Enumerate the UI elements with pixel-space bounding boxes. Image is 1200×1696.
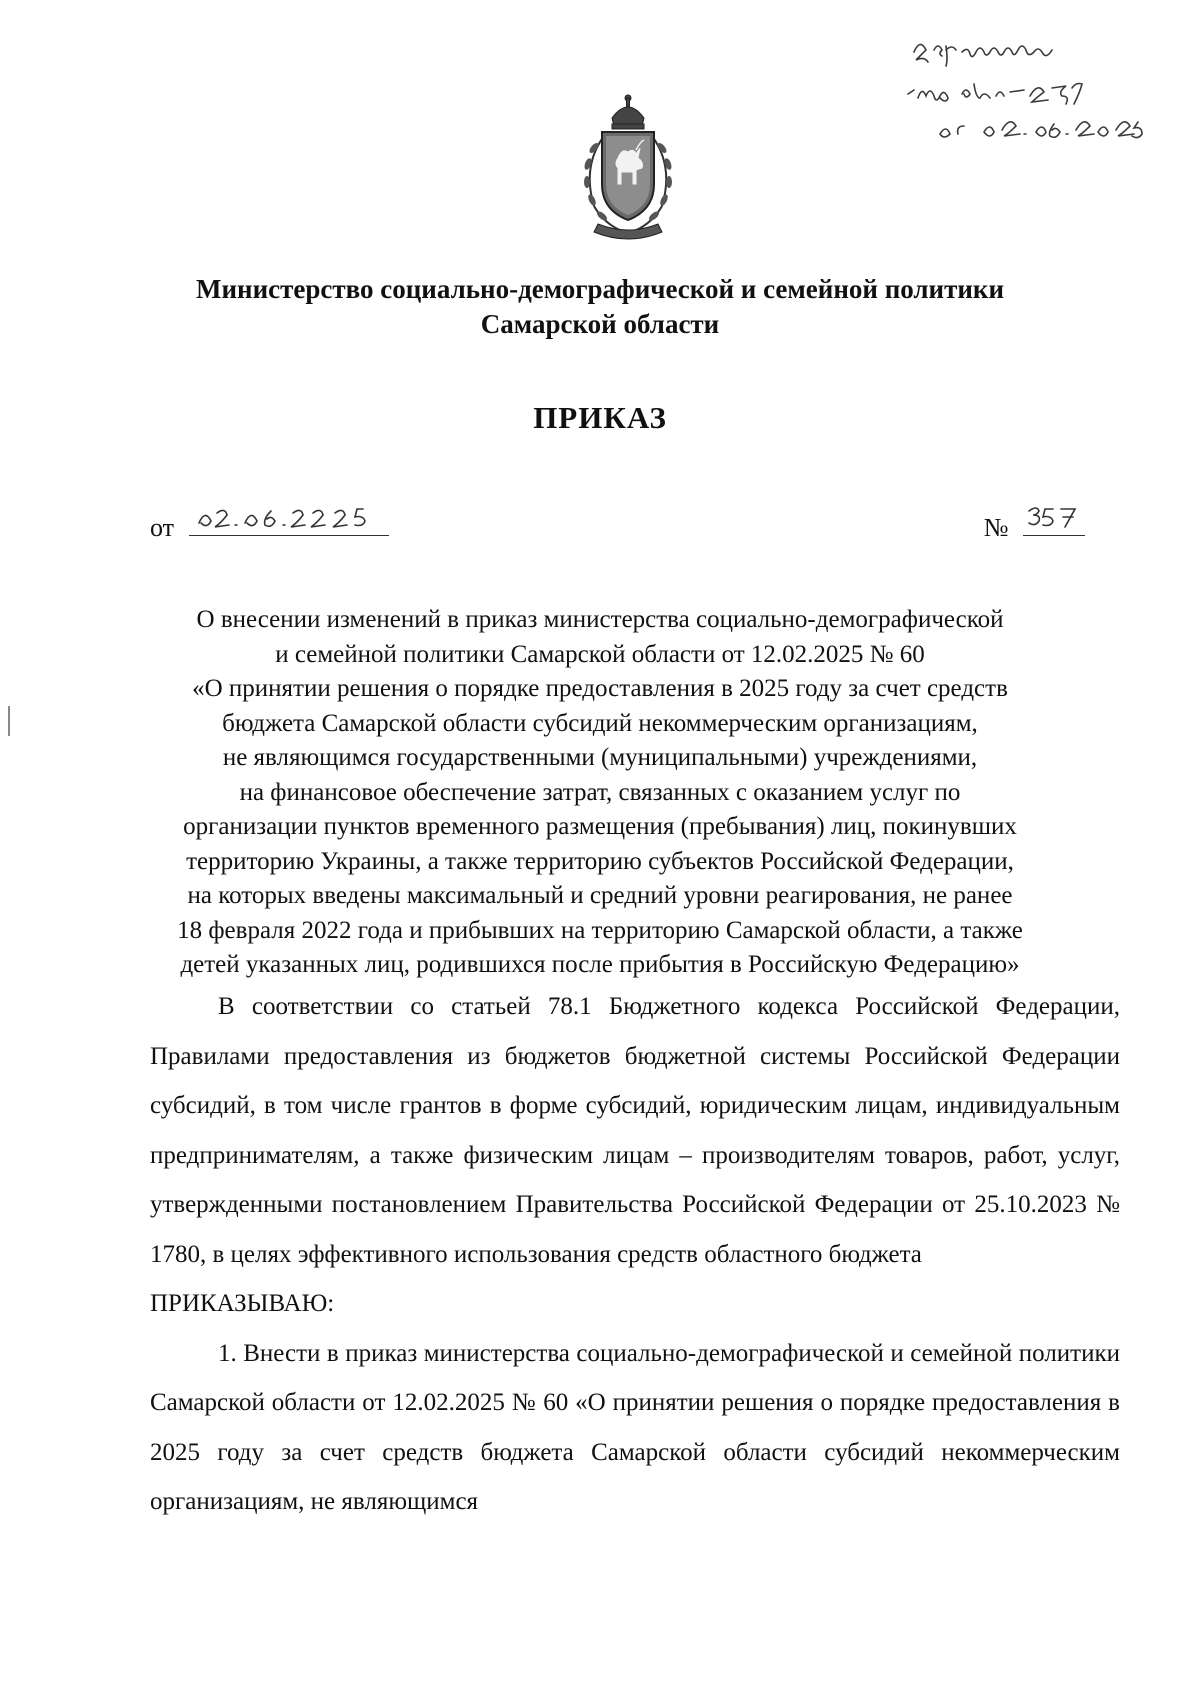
subject-line: бюджета Самарской области субсидий некоммерческим организациям, [222,709,978,737]
date-handwritten-field [189,505,389,536]
number-handwritten-field [1023,505,1085,536]
subject-line: О внесении изменений в приказ министерства социально-демографической [196,606,1004,633]
registration-stamp [900,22,1170,152]
number-handwriting-graphic [1023,499,1085,533]
item-1-paragraph: 1. Внести в приказ министерства социально-демографической и семейной политики Самарской области от 12.02.2025 № 60 «О принятии решения о порядке предоставления в 2025 году за счет средств бюджета Самарской области субсидий некоммерческим организациям, не являющимся [150,1339,1120,1515]
number-label: № [983,513,1009,542]
ministry-heading-line1: Министерство социально-демографической и семейной политики [195,274,1005,304]
subject-line: территорию Украины, а также территорию субъектов Российской Федерации, [186,847,1014,875]
date-handwriting-graphic [189,499,389,533]
subject-line: не являющимся государственными (муниципальными) учреждениями, [222,744,978,771]
coat-of-arms-emblem [568,92,688,242]
date-label: от [150,513,175,542]
preamble-paragraph [150,982,1120,1329]
coat-of-arms-graphic [568,92,688,242]
preamble-text: В соответствии со статьей 78.1 Бюджетного кодекса Российской Федерации, Правилами предоставления из бюджетов бюджетной системы Российской Федерации субсидий, в том числе грантов в форме субсидий, юридическим лицам, индивидуальным предпринимателям, а также физическим лицам – производителям товаров, работ, услуг, утвержденными постановлением Правительства Российской Федерации от 25.10.2023 № 1780, в целях эффективного использования средств областного бюджета [150,993,1120,1268]
order-word: ПРИКАЗЫВАЮ: [150,1290,335,1317]
subject-line: детей указанных лиц, родившихся после прибытия в Российскую Федерацию» [180,951,1020,978]
ministry-heading-line2: Самарской области [480,309,720,339]
subject-line: организации пунктов временного размещения (пребывания) лиц, покинувших [183,813,1017,840]
subject-line: 18 февраля 2022 года и прибывших на территорию Самарской области, а также [177,916,1023,944]
order-body [150,982,1120,1527]
subject-line: и семейной политики Самарской области от 12.02.2025 № 60 [275,640,925,668]
date-field [150,505,389,543]
subject-line: на финансовое обеспечение затрат, связанных с оказанием услуг по [239,778,961,806]
ministry-heading [100,272,1100,342]
order-subject [140,603,1060,983]
subject-line: на которых введены максимальный и средний уровни реагирования, не ранее [187,882,1013,909]
document-type-title: ПРИКАЗ [533,400,667,435]
scan-margin-mark [8,706,10,736]
number-field [984,505,1085,543]
handwriting-graphic [900,22,1170,152]
subject-line: «О принятии решения о порядке предоставления в 2025 году за счет средств [192,675,1008,702]
